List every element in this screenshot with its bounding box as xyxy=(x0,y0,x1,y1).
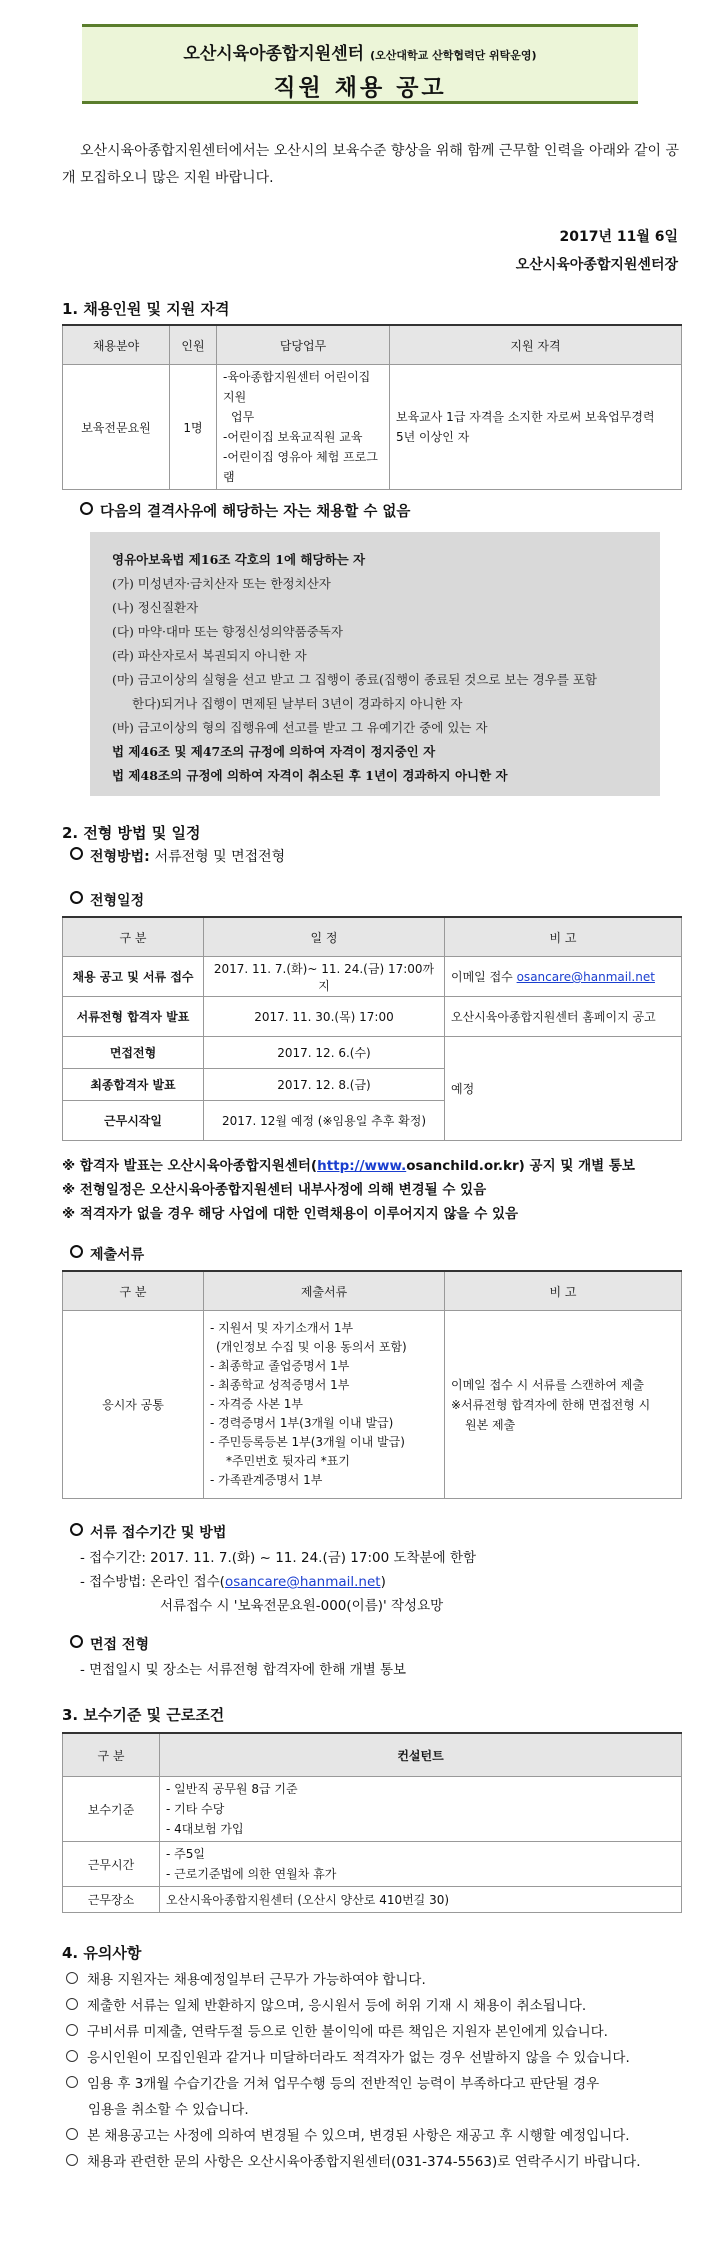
docs-remark xyxy=(445,1311,682,1499)
duty-line: -육아종합지원센터 어린이집 지원 xyxy=(223,370,371,404)
condition-line: - 4대보험 가입 xyxy=(166,1822,244,1836)
conditions-table xyxy=(62,1732,682,1913)
circle-bullet-icon xyxy=(66,2050,78,2062)
schedule-title xyxy=(70,890,144,910)
field-cell: 보육전문요원 xyxy=(63,365,170,490)
doc-item: - 경력증명서 1부(3개월 이내 발급) xyxy=(210,1416,394,1430)
schedule-date: 2017. 11. 30.(목) 17:00 xyxy=(204,997,445,1037)
docs-remark-line: 이메일 접수 시 서류를 스캔하여 제출 xyxy=(451,1377,644,1392)
page-title: 직원 채용 공고 xyxy=(273,75,447,101)
disq-line: (다) 마약·대마 또는 향정신성의약품중독자 xyxy=(112,624,343,639)
email-link[interactable]: osancare@hanmail.net xyxy=(224,1574,381,1590)
docs-title-text: 제출서류 xyxy=(90,1247,145,1263)
bullet-icon xyxy=(80,502,93,515)
doc-item: *주민번호 뒷자리 *표기 xyxy=(226,1454,350,1468)
disq-line: 법 제48조의 규정에 의하여 자격이 취소된 후 1년이 경과하지 아니한 자 xyxy=(112,768,508,783)
doc-item: - 자격증 사본 1부 xyxy=(210,1397,303,1411)
disqualification-title xyxy=(80,500,410,521)
notice-text: 임용 후 3개월 수습기간을 거쳐 업무수행 등의 전반적인 능력이 부족하다고 판단될 경우 xyxy=(87,2076,600,2092)
disq-line: (라) 파산자로서 복권되지 아니한 자 xyxy=(112,648,307,663)
col-qualification: 지원 자격 xyxy=(390,325,682,365)
circle-bullet-icon xyxy=(66,1972,78,1984)
section1-title: 1. 채용인원 및 지원 자격 xyxy=(62,300,230,318)
schedule-note: ※ 전형일정은 오산시육아종합지원센터 내부사정에 의해 변경될 수 있음 xyxy=(62,1182,487,1198)
schedule-date: 2017. 12. 6.(수) xyxy=(204,1037,445,1069)
condition-label: 근무장소 xyxy=(63,1887,160,1913)
section2-title: 2. 전형 방법 및 일정 xyxy=(62,824,201,842)
note-text: ※ 합격자 발표는 오산시육아종합지원센터( xyxy=(62,1158,318,1174)
circle-bullet-icon xyxy=(66,2076,78,2088)
doc-item: - 주민등록등본 1부(3개월 이내 발급) xyxy=(210,1435,405,1449)
duties-cell xyxy=(217,365,390,490)
circle-bullet-icon xyxy=(66,2128,78,2140)
col-consultant: 컨설턴트 xyxy=(160,1733,682,1777)
docs-table xyxy=(62,1270,682,1499)
col-docs: 제출서류 xyxy=(204,1271,445,1311)
condition-line: - 근로기준법에 의한 연월차 휴가 xyxy=(166,1867,337,1881)
schedule-label: 채용 공고 및 서류 접수 xyxy=(63,957,204,997)
notice-item xyxy=(66,2020,608,2040)
disq-line: 영유아보육법 제16조 각호의 1에 해당하는 자 xyxy=(112,552,366,567)
condition-label: 보수기준 xyxy=(63,1777,160,1842)
notice-item xyxy=(66,2150,641,2170)
notice-item xyxy=(66,2072,599,2092)
schedule-label: 근무시작일 xyxy=(63,1101,204,1141)
disq-line: (바) 금고이상의 형의 집행유예 선고를 받고 그 유예기간 중에 있는 자 xyxy=(112,720,488,735)
notice-text: 채용 지원자는 채용예정일부터 근무가 가능하여야 합니다. xyxy=(87,1972,426,1988)
schedule-date: 2017. 11. 7.(화)~ 11. 24.(금) 17:00까지 xyxy=(204,957,445,997)
col-count: 인원 xyxy=(170,325,217,365)
notice-item xyxy=(66,1994,586,2014)
receipt-period: - 접수기간: 2017. 11. 7.(화) ~ 11. 24.(금) 17:00 도착분에 한함 xyxy=(80,1550,477,1566)
doc-item: (개인정보 수집 및 이용 동의서 포함) xyxy=(216,1340,407,1354)
notice-text: 채용과 관련한 문의 사항은 오산시육아종합지원센터(031-374-5563)로 연락주시기 바랍니다. xyxy=(87,2154,641,2170)
receipt-method-text: ) xyxy=(380,1574,386,1590)
bullet-icon xyxy=(70,1245,83,1258)
disq-line: (가) 미성년자·금치산자 또는 한정치산자 xyxy=(112,576,331,591)
circle-bullet-icon xyxy=(66,2024,78,2036)
bullet-icon xyxy=(70,1635,83,1648)
circle-bullet-icon xyxy=(66,2154,78,2166)
docs-remark-line: ※서류전형 합격자에 한해 면접전형 시 xyxy=(451,1397,651,1412)
section4-title: 4. 유의사항 xyxy=(62,1944,142,1962)
col-category: 구 분 xyxy=(63,1733,160,1777)
notice-date: 2017년 11월 6일 xyxy=(559,229,678,245)
notice-text: 구비서류 미제출, 연락두절 등으로 인한 불이익에 따른 책임은 지원자 본인에게 있습니다. xyxy=(87,2024,608,2040)
col-remark: 비 고 xyxy=(445,1271,682,1311)
bullet-icon xyxy=(70,1523,83,1536)
docs-list xyxy=(204,1311,445,1499)
disqualification-box xyxy=(90,532,660,796)
section3-title: 3. 보수기준 및 근로조건 xyxy=(62,1706,225,1724)
disq-line: 법 제46조 및 제47조의 규정에 의하여 자격이 정지중인 자 xyxy=(112,744,436,759)
count-cell: 1명 xyxy=(170,365,217,490)
email-link[interactable]: osancare@hanmail.net xyxy=(516,970,655,984)
duty-line: -어린이집 보육교직원 교육 xyxy=(223,430,363,444)
schedule-title-text: 전형일정 xyxy=(90,893,145,909)
schedule-note: ※ 적격자가 없을 경우 해당 사업에 대한 인력채용이 이루어지지 않을 수 있음 xyxy=(62,1206,519,1222)
schedule-note xyxy=(62,1154,635,1174)
notice-item xyxy=(66,2124,630,2144)
col-duties: 담당업무 xyxy=(217,325,390,365)
method-value: 서류전형 및 면접전형 xyxy=(154,849,286,865)
schedule-date: 2017. 12. 8.(금) xyxy=(204,1069,445,1101)
col-category: 구 분 xyxy=(63,1271,204,1311)
qualification-line: 보육교사 1급 자격을 소지한 자로써 보육업무경력 xyxy=(396,410,655,424)
doc-item: - 가족관계증명서 1부 xyxy=(210,1473,323,1487)
col-field: 채용분야 xyxy=(63,325,170,365)
condition-value xyxy=(160,1777,682,1842)
disq-line: 한다)되거나 집행이 면제된 날부터 3년이 경과하지 아니한 자 xyxy=(132,696,463,711)
qualification-cell xyxy=(390,365,682,490)
condition-line: - 주5일 xyxy=(166,1847,205,1861)
bullet-icon xyxy=(70,891,83,904)
note-text: osanchild.or.kr) 공지 및 개별 통보 xyxy=(406,1158,635,1174)
docs-remark-line: 원본 제출 xyxy=(465,1417,516,1432)
notice-text: 본 채용공고는 사정에 의하여 변경될 수 있으며, 변경된 사항은 재공고 후 시행할 예정입니다. xyxy=(87,2128,630,2144)
condition-line: - 일반직 공무원 8급 기준 xyxy=(166,1782,298,1796)
header-banner xyxy=(82,24,638,104)
docs-label: 응시자 공통 xyxy=(63,1311,204,1499)
org-subtitle: (오산대학교 산학협력단 위탁운영) xyxy=(370,49,537,62)
col-remark: 비 고 xyxy=(445,917,682,957)
interview-text: - 면접일시 및 장소는 서류전형 합격자에 한해 개별 통보 xyxy=(80,1662,407,1678)
org-name xyxy=(82,39,638,64)
condition-value xyxy=(160,1842,682,1887)
notice-item xyxy=(66,1968,426,1988)
disq-title-text: 다음의 결격사유에 해당하는 자는 채용할 수 없음 xyxy=(100,504,411,520)
bullet-icon xyxy=(70,847,83,860)
method-row xyxy=(70,846,285,866)
intro-text: 오산시육아종합지원센터에서는 오산시의 보육수준 향상을 위해 함께 근무할 인력을 아래와 같이 공개 모집하오니 많은 지원 바랍니다. xyxy=(62,143,679,186)
condition-label: 근무시간 xyxy=(63,1842,160,1887)
receipt-subject: 서류접수 시 '보육전문요원-000(이름)' 작성요망 xyxy=(160,1598,444,1614)
col-category: 구 분 xyxy=(63,917,204,957)
schedule-label: 서류전형 합격자 발표 xyxy=(63,997,204,1037)
col-date: 일 정 xyxy=(204,917,445,957)
recruit-table xyxy=(62,324,682,490)
schedule-remark: 오산시육아종합지원센터 홈페이지 공고 xyxy=(445,997,682,1037)
duty-line: -어린이집 영유아 체험 프로그램 xyxy=(223,450,378,484)
interview-title-text: 면접 전형 xyxy=(90,1637,149,1653)
homepage-link[interactable]: http://www. xyxy=(317,1158,407,1174)
schedule-remark-merged: 예정 xyxy=(445,1037,682,1141)
interview-title xyxy=(70,1634,149,1654)
schedule-label: 면접전형 xyxy=(63,1037,204,1069)
notice-text: 응시인원이 모집인원과 같거나 미달하더라도 적격자가 없는 경우 선발하지 않을 수 있습니다. xyxy=(87,2050,630,2066)
org-title: 오산시육아종합지원센터 xyxy=(183,44,365,64)
method-label: 전형방법: xyxy=(90,849,150,865)
notice-item-continued: 임용을 취소할 수 있습니다. xyxy=(88,2102,249,2118)
schedule-table xyxy=(62,916,682,1141)
duty-line: 업무 xyxy=(231,410,255,424)
doc-item: - 최종학교 졸업증명서 1부 xyxy=(210,1359,350,1373)
notice-text: 제출한 서류는 일체 반환하지 않으며, 응시원서 등에 허위 기재 시 채용이 취소됩니다. xyxy=(87,1998,587,2014)
doc-item: - 최종학교 성적증명서 1부 xyxy=(210,1378,350,1392)
disq-line: (마) 금고이상의 실형을 선고 받고 그 집행이 종료(집행이 종료된 것으로 보는 경우를 포함 xyxy=(112,672,597,687)
receipt-method xyxy=(80,1570,386,1590)
receipt-title-text: 서류 접수기간 및 방법 xyxy=(90,1525,227,1541)
condition-value: 오산시육아종합지원센터 (오산시 양산로 410번길 30) xyxy=(160,1887,682,1913)
doc-item: - 지원서 및 자기소개서 1부 xyxy=(210,1321,354,1335)
disq-line: (나) 정신질환자 xyxy=(112,600,199,615)
condition-line: - 기타 수당 xyxy=(166,1802,225,1816)
receipt-method-text: - 접수방법: 온라인 접수( xyxy=(80,1574,225,1590)
docs-title xyxy=(70,1244,144,1264)
issuer: 오산시육아종합지원센터장 xyxy=(515,257,678,273)
qualification-line: 5년 이상인 자 xyxy=(396,430,470,444)
notice-item xyxy=(66,2046,630,2066)
schedule-label: 최종합격자 발표 xyxy=(63,1069,204,1101)
circle-bullet-icon xyxy=(66,1998,78,2010)
remark-text: 이메일 접수 xyxy=(451,970,517,984)
schedule-date: 2017. 12월 예정 (※임용일 추후 확정) xyxy=(204,1101,445,1141)
schedule-remark xyxy=(445,957,682,997)
receipt-title xyxy=(70,1522,226,1542)
